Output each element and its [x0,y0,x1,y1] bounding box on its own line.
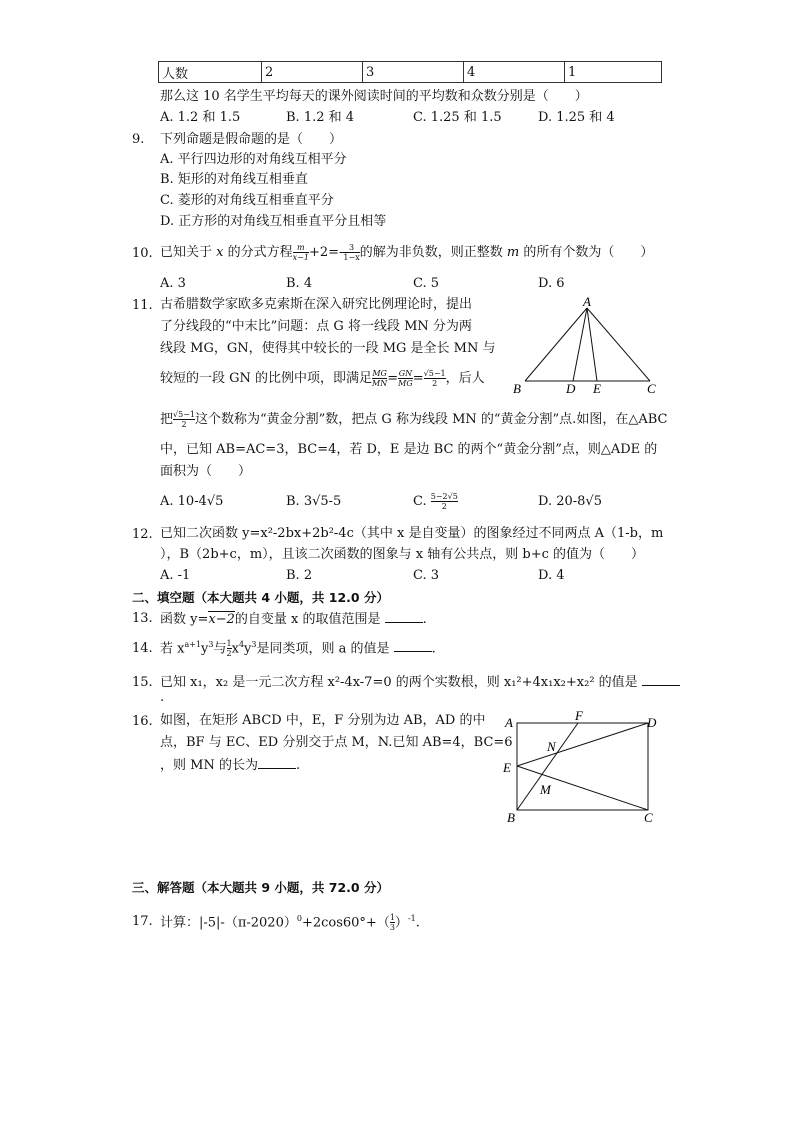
q17-end: . [415,915,420,931]
q14-text: y [201,641,209,657]
q9-option-c: C. 菱形的对角线互相垂直平分 [160,193,334,208]
q10-option-c: C. 5 [413,276,440,291]
fraction-numerator: √5−1 [173,410,195,419]
q10-text: 的所有个数为（ ） [523,245,654,260]
q14-stem [160,637,436,658]
fraction-denominator: 2 [173,419,195,429]
superscript: -1 [407,914,416,923]
q16-text: ，则 MN 的长为 [160,758,258,773]
q13-sqrt: x−2 [208,612,235,627]
q11-fraction [398,369,413,388]
section-heading-answer: 三、解答题（本大题共 9 小题，共 72.0 分） [132,880,389,895]
segment-ec [517,766,648,810]
label-d: D [566,381,576,396]
q13-text: 的自变量 x 的取值范围是 [234,612,381,627]
q16-line2: 点，BF 与 EC、ED 分别交于点 M，N.已知 AB=4，BC=6 [160,735,513,750]
q11-line1: 古希腊数学家欧多克索斯在深入研究比例理论时，提出 [160,297,473,312]
q10-var-x: x [216,245,224,260]
q15-stem [160,673,680,691]
superscript: a+1 [184,640,202,649]
q11-line2: 了分线段的“中末比”问题：点 G 将一线段 MN 分为两 [160,319,472,334]
label-a: A [583,294,591,309]
label-e: E [503,760,511,775]
table-row [159,62,662,83]
table-cell: 4 [464,62,565,83]
fraction-numerator: MG [372,369,387,378]
q10-text: 已知关于 [160,245,213,260]
q11-option-c-fraction [431,492,458,511]
fraction-denominator: 1−x [343,253,360,262]
q13-number: 13. [132,611,153,626]
q14-number: 14. [132,641,153,656]
answer-blank[interactable] [642,673,680,686]
rectangle-abcd [517,723,648,810]
fraction-numerator: GN [398,369,413,378]
answer-blank[interactable] [394,639,432,652]
q11-line3: 线段 MG，GN，使得其中较长的一段 MG 是全长 MN 与 [160,341,496,356]
q9-option-a: A. 平行四边形的对角线互相平分 [160,152,347,167]
label-e: E [593,381,601,396]
fraction-denominator: 3 [389,923,395,933]
q10-var-m: m [506,245,520,260]
fraction-numerator: 5−2√5 [430,492,458,501]
fraction-denominator: MG [398,379,413,388]
label-d: D [647,715,657,730]
rectangle-figure [500,708,665,828]
q13-stem [160,610,427,628]
label-m: M [540,782,551,797]
q14-text: 与 [213,641,227,657]
q8-option-d: D. 1.25 和 4 [538,110,615,125]
table-cell: 3 [363,62,464,83]
label-c: C [647,381,656,396]
q11-text: 这个数称为“黄金分割”数，把点 G 称为线段 MN 的“黄金分割”点.如图，在△ABC [195,412,668,427]
q11-option-a: A. 10-4√5 [160,494,224,509]
q13-text: 函数 y= [160,612,209,627]
table-cell: 1 [565,62,662,83]
q14-end: . [431,641,436,657]
q8-option-c: C. 1.25 和 1.5 [413,110,502,125]
superscript: 0 [296,914,302,923]
q17-number: 17. [132,914,153,929]
section-heading-fill-in: 二、填空题（本大题共 4 小题，共 12.0 分） [132,590,389,605]
fraction-numerator: m [297,243,305,252]
table-cell: 人数 [159,62,262,83]
q9-option-b: B. 矩形的对角线互相垂直 [160,172,308,187]
q9-number: 9. [132,132,145,147]
q12-option-c: C. 3 [413,568,440,583]
superscript: 3 [251,640,257,649]
table-cell: 2 [262,62,363,83]
label-n: N [547,739,556,754]
q11-option-d: D. 20-8√5 [538,494,602,509]
q11-line4: 较短的一段 GN 的比例中项，即满足 $\frac{MG}{MN}$ = $\frac{GN}{MG}$ = $\frac{√5-1}{2}$ ，后人 [160,369,485,388]
q8-option-a: A. 1.2 和 1.5 [160,110,241,125]
q10-fraction [343,243,359,262]
q11-text: 较短的一段 GN 的比例中项，即满足 [160,371,373,386]
q11-line5 [160,410,667,429]
triangle-side-ac [587,308,650,381]
q12-line2: ），B（2b+c，m），且该二次函数的图象与 x 轴有公共点，则 b+c 的值为（ ） [160,547,645,562]
label-f: F [575,708,583,723]
fraction-denominator: 2 [431,501,458,511]
q10-option-d: D. 6 [538,276,565,291]
q11-line7: 面积为（ ） [160,464,252,479]
q11-text: 把 [160,412,174,427]
q10-option-b: B. 4 [286,276,313,291]
label-b: B [507,810,515,825]
fraction-numerator: 3 [349,243,355,252]
q15-end: . [160,690,165,705]
q16-line1: 如图，在矩形 ABCD 中，E，F 分别为边 AB，AD 的中 [160,713,486,728]
q11-fraction [372,369,387,388]
q17-text: ） [394,915,408,931]
fraction-denominator: MN [372,379,388,388]
segment-ad [573,308,587,381]
q9-option-d: D. 正方形的对角线互相垂直平分且相等 [160,214,387,229]
q11-fraction [424,369,446,388]
label-c: C [644,810,653,825]
q16-end: . [295,758,301,773]
segment-ae [587,308,597,381]
q10-text: +2=- [308,245,344,260]
q9-stem: 下列命题是假命题的是（ ） [160,132,343,147]
q11-line6: 中，已知 AB=AC=3，BC=4，若 D，E 是边 BC 的两个“黄金分割”点，则△ADE 的 [160,442,658,457]
q15-number: 15. [132,675,153,690]
q16-line3 [160,756,300,774]
q15-text: 已知 x₁，x₂ 是一元二次方程 x²-4x-7=0 的两个实数根，则 x₁²+4x₁x₂+x₂² 的值是 [160,675,638,690]
label-b: B [513,381,521,396]
q17-text: 计算：|-5|-（π-2020） [160,915,297,931]
q10-stem [160,243,653,262]
q14-text: 是同类项，则 a 的值是 [256,641,390,657]
q12-option-b: B. 2 [286,568,313,583]
fraction-denominator: 2 [226,649,232,659]
q12-number: 12. [132,527,153,542]
q14-text: y [244,641,252,657]
q14-text: x [231,641,239,657]
superscript: 4 [238,640,245,649]
q16-number: 16. [132,714,153,729]
q10-option-a: A. 3 [160,276,186,291]
segment-ed [517,723,648,766]
q11-fraction [173,410,195,429]
superscript: 3 [208,640,214,649]
q11-number: 11. [132,298,153,313]
label-a: A [505,715,513,730]
q13-end: . [422,612,427,627]
data-table [158,61,662,83]
fraction-denominator: 2 [424,378,446,388]
q11-option-c-label: C. [413,494,427,509]
q8-option-b: B. 1.2 和 4 [286,110,355,125]
fraction-numerator: 1 [389,913,395,923]
q10-fraction [293,243,309,262]
q10-text: 的解为非负数，则正整数 [359,245,503,260]
q17-text: +2cos60°+（ [301,915,390,931]
fraction-denominator: x−1 [292,253,309,262]
q12-option-d: D. 4 [538,568,565,583]
q14-text: 若 x [160,641,185,657]
fraction-numerator: 1 [226,639,232,649]
q8-stem: 那么这 10 名学生平均每天的课外阅读时间的平均数和众数分别是（ ） [160,89,588,104]
answer-blank[interactable] [258,756,296,769]
answer-blank[interactable] [385,610,423,623]
q11-option-b: B. 3√5-5 [286,494,342,509]
q12-line1: 已知二次函数 y=x²-2bx+2b²-4c（其中 x 是自变量）的图象经过不同两点 A（1-b，m [160,526,664,541]
q10-text: 的分式方程 [227,245,293,260]
q12-option-a: A. -1 [160,568,191,583]
q11-text: ，后人 [445,371,485,386]
fraction-numerator: √5−1 [423,369,446,378]
q17-stem [160,911,420,932]
q10-number: 10. [132,246,153,261]
triangle-side-ab [525,308,587,381]
triangle-figure [505,292,665,398]
q11-option-c [413,492,458,511]
